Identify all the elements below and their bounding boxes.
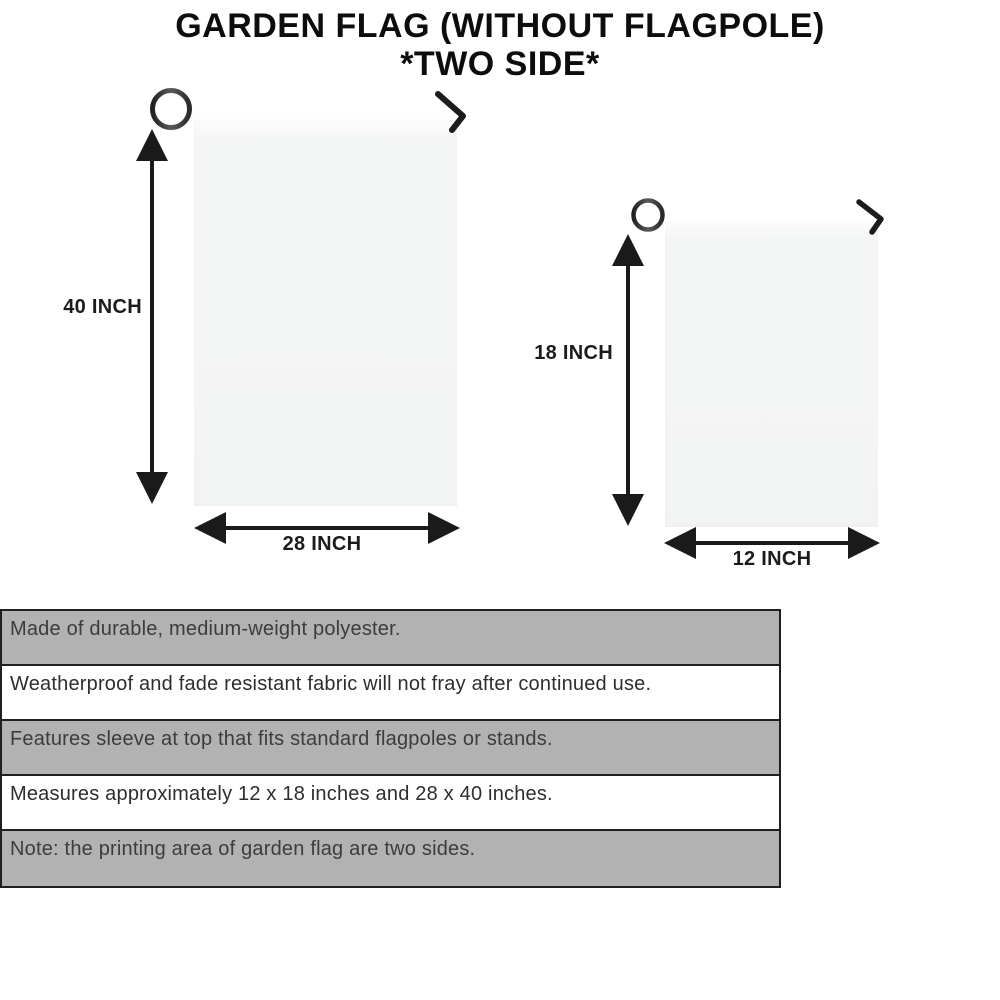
large-flag-width-label: 28 INCH bbox=[282, 533, 362, 555]
small-flag-height-label: 18 INCH bbox=[534, 342, 613, 364]
large-flagpole-loop bbox=[153, 91, 190, 128]
small-flagpole-loop bbox=[634, 201, 663, 230]
feature-text: Features sleeve at top that fits standard flagpoles or stands. bbox=[10, 728, 553, 750]
feature-row bbox=[2, 611, 779, 666]
feature-text: Made of durable, medium-weight polyester. bbox=[10, 618, 401, 640]
page-title-line1: GARDEN FLAG (WITHOUT FLAGPOLE) bbox=[175, 7, 825, 45]
feature-text: Weatherproof and fade resistant fabric will not fray after continued use. bbox=[10, 673, 652, 695]
feature-text: Note: the printing area of garden flag are two sides. bbox=[10, 838, 476, 860]
page-title-line2: *TWO SIDE* bbox=[400, 45, 600, 83]
large-flag-hook-icon bbox=[438, 94, 463, 130]
features-table bbox=[0, 609, 781, 888]
feature-row bbox=[2, 831, 779, 886]
small-flag-width-label: 12 INCH bbox=[732, 548, 812, 570]
feature-row bbox=[2, 776, 779, 831]
small-flag-hook-icon bbox=[859, 202, 881, 232]
large-flag-height-label: 40 INCH bbox=[63, 296, 142, 318]
feature-row bbox=[2, 666, 779, 721]
feature-row bbox=[2, 721, 779, 776]
feature-text: Measures approximately 12 x 18 inches and 28 x 40 inches. bbox=[10, 783, 553, 805]
